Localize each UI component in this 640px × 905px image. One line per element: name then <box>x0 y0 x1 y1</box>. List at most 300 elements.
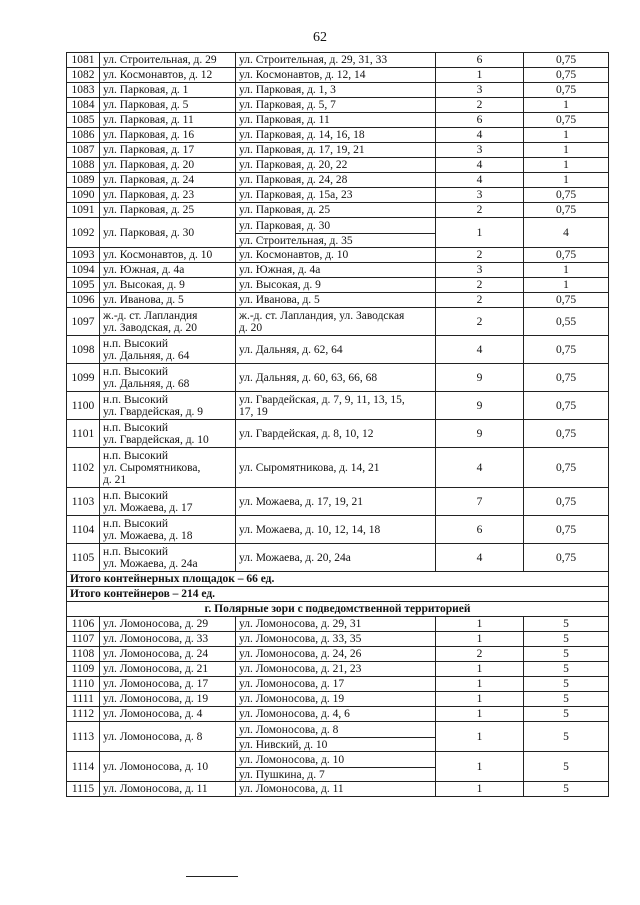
summary-sites: Итого контейнерных площадок – 66 ед. <box>67 572 609 587</box>
cell-line: ул. Можаева, д. 20, 24а <box>239 551 351 564</box>
row-number: 1106 <box>67 617 100 632</box>
container-volume: 0,75 <box>524 544 609 572</box>
served-buildings <box>236 632 436 647</box>
table-row <box>67 68 609 83</box>
table-row <box>67 632 609 647</box>
served-buildings <box>236 188 436 203</box>
site-address <box>100 707 236 722</box>
site-address <box>100 488 236 516</box>
container-count: 4 <box>436 158 524 173</box>
container-volume: 0,75 <box>524 83 609 98</box>
cell-line: ул. Строительная, д. 35 <box>236 233 435 247</box>
site-address <box>100 143 236 158</box>
row-number: 1087 <box>67 143 100 158</box>
row-number: 1093 <box>67 248 100 263</box>
site-address <box>100 173 236 188</box>
container-count: 3 <box>436 143 524 158</box>
container-volume: 4 <box>524 218 609 248</box>
cell-line: ул. Ломоносова, д. 24, 26 <box>239 648 362 660</box>
table-row <box>67 128 609 143</box>
container-count: 3 <box>436 188 524 203</box>
cell-line: ж.-д. ст. Лапландия <box>103 309 198 322</box>
summary-sites-row <box>67 572 609 587</box>
site-address <box>100 128 236 143</box>
served-buildings <box>236 113 436 128</box>
container-volume: 0,75 <box>524 336 609 364</box>
cell-line: ул. Можаева, д. 17, 19, 21 <box>239 495 364 508</box>
container-count: 4 <box>436 128 524 143</box>
cell-line: ул. Космонавтов, д. 10 <box>103 249 213 261</box>
site-address <box>100 113 236 128</box>
table-row <box>67 662 609 677</box>
container-count: 4 <box>436 173 524 188</box>
container-count: 1 <box>436 632 524 647</box>
site-address <box>100 278 236 293</box>
row-number: 1115 <box>67 782 100 797</box>
cell-line: ул. Парковая, д. 17, 19, 21 <box>239 144 365 156</box>
site-address <box>100 83 236 98</box>
cell-line: ул. Парковая, д. 15а, 23 <box>239 189 353 201</box>
container-volume: 5 <box>524 692 609 707</box>
served-buildings <box>236 692 436 707</box>
cell-line: ул. Сыромятникова, <box>103 461 201 474</box>
container-count: 6 <box>436 516 524 544</box>
cell-line: ул. Ломоносова, д. 21, 23 <box>239 663 362 675</box>
container-volume: 5 <box>524 752 609 782</box>
site-address <box>100 544 236 572</box>
container-volume: 1 <box>524 158 609 173</box>
container-count: 6 <box>436 113 524 128</box>
cell-line: ул. Ломоносова, д. 10 <box>239 753 345 766</box>
cell-line: ул. Южная, д. 4а <box>239 264 321 276</box>
table-row <box>67 263 609 278</box>
row-number: 1085 <box>67 113 100 128</box>
cell-line: д. 21 <box>103 473 127 486</box>
site-address <box>100 308 236 336</box>
cell-line: ул. Ломоносова, д. 33 <box>103 633 209 645</box>
cell-line: ул. Ломоносова, д. 4, 6 <box>239 708 350 720</box>
cell-line: ул. Ломоносова, д. 29 <box>103 618 209 630</box>
container-count: 3 <box>436 83 524 98</box>
container-count: 9 <box>436 420 524 448</box>
cell-line: н.п. Высокий <box>103 421 169 434</box>
row-number: 1084 <box>67 98 100 113</box>
served-buildings <box>236 488 436 516</box>
cell-line: ул. Дальняя, д. 64 <box>103 349 190 362</box>
served-buildings <box>236 293 436 308</box>
row-number: 1083 <box>67 83 100 98</box>
table-row <box>67 448 609 488</box>
container-volume: 0,75 <box>524 488 609 516</box>
cell-line: н.п. Высокий <box>103 545 169 558</box>
cell-line: ул. Высокая, д. 9 <box>103 279 185 291</box>
cell-line: ул. Иванова, д. 5 <box>239 294 320 306</box>
site-address <box>100 647 236 662</box>
row-number: 1089 <box>67 173 100 188</box>
container-volume: 5 <box>524 632 609 647</box>
cell-line: ул. Космонавтов, д. 12 <box>103 69 213 81</box>
cell-line: ул. Ломоносова, д. 19 <box>103 693 209 705</box>
cell-line: ул. Парковая, д. 30 <box>239 219 331 232</box>
container-volume: 1 <box>524 278 609 293</box>
table-row <box>67 516 609 544</box>
table-row <box>67 392 609 420</box>
container-count: 1 <box>436 722 524 752</box>
served-buildings <box>236 143 436 158</box>
container-count: 2 <box>436 98 524 113</box>
row-number: 1111 <box>67 692 100 707</box>
container-volume: 0,55 <box>524 308 609 336</box>
table-row <box>67 218 609 248</box>
site-address <box>100 188 236 203</box>
site-address <box>100 692 236 707</box>
cell-line: ул. Ломоносова, д. 17 <box>103 678 209 690</box>
served-buildings <box>236 278 436 293</box>
row-number: 1109 <box>67 662 100 677</box>
row-number: 1100 <box>67 392 100 420</box>
site-address <box>100 263 236 278</box>
table-row <box>67 544 609 572</box>
row-number: 1094 <box>67 263 100 278</box>
container-volume: 0,75 <box>524 68 609 83</box>
cell-line: ул. Дальняя, д. 62, 64 <box>239 343 343 356</box>
container-count: 2 <box>436 647 524 662</box>
served-buildings <box>236 448 436 488</box>
container-count: 1 <box>436 677 524 692</box>
served-buildings <box>236 53 436 68</box>
container-count: 1 <box>436 707 524 722</box>
table-row <box>67 293 609 308</box>
row-number: 1112 <box>67 707 100 722</box>
row-number: 1103 <box>67 488 100 516</box>
cell-line: д. 20 <box>239 321 263 334</box>
served-buildings <box>236 248 436 263</box>
container-count: 1 <box>436 617 524 632</box>
cell-line: ул. Парковая, д. 24, 28 <box>239 174 348 186</box>
container-count: 2 <box>436 248 524 263</box>
container-volume: 5 <box>524 662 609 677</box>
cell-line: ул. Парковая, д. 5 <box>103 99 189 111</box>
cell-line: ул. Парковая, д. 5, 7 <box>239 99 336 111</box>
cell-line: ул. Можаева, д. 17 <box>103 501 193 514</box>
table-row <box>67 782 609 797</box>
container-sites-table <box>66 52 609 797</box>
container-volume: 0,75 <box>524 248 609 263</box>
served-buildings <box>236 158 436 173</box>
cell-line: ул. Гвардейская, д. 10 <box>103 433 209 446</box>
table-row <box>67 278 609 293</box>
cell-line: ул. Парковая, д. 30 <box>103 226 195 239</box>
table-row <box>67 83 609 98</box>
container-count: 1 <box>436 692 524 707</box>
cell-line: ул. Парковая, д. 11 <box>103 114 194 126</box>
served-buildings <box>236 263 436 278</box>
cell-line: ул. Парковая, д. 25 <box>103 204 195 216</box>
cell-line: ул. Строительная, д. 29, 31, 33 <box>239 54 388 66</box>
row-number: 1102 <box>67 448 100 488</box>
served-buildings <box>236 752 436 782</box>
site-address <box>100 53 236 68</box>
container-volume: 5 <box>524 617 609 632</box>
row-number: 1090 <box>67 188 100 203</box>
table-row <box>67 752 609 782</box>
cell-line: ул. Ломоносова, д. 17 <box>239 678 345 690</box>
served-buildings <box>236 722 436 752</box>
row-number: 1092 <box>67 218 100 248</box>
row-number: 1088 <box>67 158 100 173</box>
row-number: 1110 <box>67 677 100 692</box>
cell-line: ул. Можаева, д. 10, 12, 14, 18 <box>239 523 381 536</box>
cell-line: н.п. Высокий <box>103 517 169 530</box>
cell-line: ж.-д. ст. Лапландия, ул. Заводская <box>239 309 405 322</box>
cell-line: ул. Ломоносова, д. 11 <box>239 783 344 795</box>
site-address <box>100 364 236 392</box>
cell-line: ул. Ломоносова, д. 21 <box>103 663 209 675</box>
cell-line: 17, 19 <box>239 405 268 418</box>
container-volume: 5 <box>524 707 609 722</box>
served-buildings <box>236 662 436 677</box>
site-address <box>100 98 236 113</box>
container-volume: 5 <box>524 782 609 797</box>
container-count: 1 <box>436 68 524 83</box>
row-number: 1114 <box>67 752 100 782</box>
cell-line: ул. Ломоносова, д. 4 <box>103 708 203 720</box>
container-volume: 0,75 <box>524 203 609 218</box>
container-volume: 0,75 <box>524 392 609 420</box>
served-buildings <box>236 68 436 83</box>
cell-line: ул. Южная, д. 4а <box>103 264 185 276</box>
container-count: 2 <box>436 278 524 293</box>
table-row <box>67 158 609 173</box>
cell-line: ул. Парковая, д. 24 <box>103 174 195 186</box>
container-count: 2 <box>436 308 524 336</box>
cell-line: ул. Высокая, д. 9 <box>239 279 321 291</box>
row-number: 1081 <box>67 53 100 68</box>
container-volume: 1 <box>524 143 609 158</box>
container-volume: 0,75 <box>524 364 609 392</box>
row-number: 1099 <box>67 364 100 392</box>
row-number: 1107 <box>67 632 100 647</box>
site-address <box>100 218 236 248</box>
container-volume: 5 <box>524 647 609 662</box>
cell-line: ул. Сыромятникова, д. 14, 21 <box>239 461 380 474</box>
row-number: 1091 <box>67 203 100 218</box>
container-count: 3 <box>436 263 524 278</box>
cell-line: ул. Ломоносова, д. 33, 35 <box>239 633 362 645</box>
cell-line: н.п. Высокий <box>103 449 169 462</box>
table-row <box>67 692 609 707</box>
table-body <box>67 53 609 797</box>
cell-line: ул. Парковая, д. 20, 22 <box>239 159 348 171</box>
cell-line: ул. Гвардейская, д. 9 <box>103 405 204 418</box>
cell-line: н.п. Высокий <box>103 365 169 378</box>
cell-line: ул. Можаева, д. 24а <box>103 557 198 570</box>
table-row <box>67 420 609 448</box>
container-count: 4 <box>436 448 524 488</box>
table-row <box>67 677 609 692</box>
served-buildings <box>236 218 436 248</box>
cell-line: ул. Можаева, д. 18 <box>103 529 193 542</box>
site-address <box>100 632 236 647</box>
cell-line: ул. Ломоносова, д. 8 <box>103 730 203 743</box>
table-row <box>67 364 609 392</box>
cell-line: ул. Космонавтов, д. 12, 14 <box>239 69 366 81</box>
table-row <box>67 53 609 68</box>
row-number: 1104 <box>67 516 100 544</box>
container-count: 4 <box>436 544 524 572</box>
page-number: 62 <box>313 30 327 45</box>
served-buildings <box>236 420 436 448</box>
cell-line: н.п. Высокий <box>103 489 169 502</box>
container-volume: 0,75 <box>524 448 609 488</box>
table-row <box>67 203 609 218</box>
container-count: 2 <box>436 203 524 218</box>
container-volume: 0,75 <box>524 293 609 308</box>
cell-line: ул. Парковая, д. 23 <box>103 189 195 201</box>
cell-line: ул. Заводская, д. 20 <box>103 321 197 334</box>
cell-line: ул. Ломоносова, д. 19 <box>239 693 345 705</box>
served-buildings <box>236 617 436 632</box>
served-buildings <box>236 98 436 113</box>
served-buildings <box>236 364 436 392</box>
cell-line: ул. Парковая, д. 1, 3 <box>239 84 336 96</box>
site-address <box>100 68 236 83</box>
row-number: 1086 <box>67 128 100 143</box>
container-volume: 0,75 <box>524 113 609 128</box>
table-row <box>67 113 609 128</box>
served-buildings <box>236 516 436 544</box>
site-address <box>100 677 236 692</box>
served-buildings <box>236 128 436 143</box>
table-row <box>67 488 609 516</box>
container-count: 1 <box>436 218 524 248</box>
cell-line: н.п. Высокий <box>103 393 169 406</box>
site-address <box>100 516 236 544</box>
site-address <box>100 448 236 488</box>
container-volume: 5 <box>524 722 609 752</box>
cell-line: ул. Дальняя, д. 68 <box>103 377 190 390</box>
container-volume: 1 <box>524 173 609 188</box>
cell-line: ул. Парковая, д. 20 <box>103 159 195 171</box>
cell-line: ул. Парковая, д. 16 <box>103 129 195 141</box>
cell-line: ул. Ломоносова, д. 29, 31 <box>239 618 362 630</box>
section-title-row <box>67 602 609 617</box>
table-row <box>67 707 609 722</box>
table-row <box>67 98 609 113</box>
table-row <box>67 248 609 263</box>
row-number: 1097 <box>67 308 100 336</box>
row-number: 1082 <box>67 68 100 83</box>
container-count: 1 <box>436 752 524 782</box>
cell-line: ул. Космонавтов, д. 10 <box>239 249 349 261</box>
container-volume: 5 <box>524 677 609 692</box>
row-number: 1105 <box>67 544 100 572</box>
cell-line: ул. Гвардейская, д. 7, 9, 11, 13, 15, <box>239 393 405 406</box>
site-address <box>100 782 236 797</box>
served-buildings <box>236 173 436 188</box>
site-address <box>100 617 236 632</box>
footer-divider <box>186 876 238 877</box>
section-title: г. Полярные зори с подведомственной территорией <box>67 602 609 617</box>
cell-line: ул. Ломоносова, д. 8 <box>239 723 339 736</box>
container-volume: 0,75 <box>524 516 609 544</box>
container-count: 1 <box>436 782 524 797</box>
cell-line: ул. Гвардейская, д. 8, 10, 12 <box>239 427 374 440</box>
row-number: 1096 <box>67 293 100 308</box>
container-volume: 0,75 <box>524 420 609 448</box>
table-row <box>67 308 609 336</box>
site-address <box>100 158 236 173</box>
container-count: 9 <box>436 364 524 392</box>
container-volume: 0,75 <box>524 188 609 203</box>
served-buildings <box>236 707 436 722</box>
row-number: 1108 <box>67 647 100 662</box>
cell-line: ул. Парковая, д. 1 <box>103 84 189 96</box>
row-number: 1098 <box>67 336 100 364</box>
served-buildings <box>236 677 436 692</box>
cell-line: н.п. Высокий <box>103 337 169 350</box>
table-row <box>67 617 609 632</box>
cell-line: ул. Дальняя, д. 60, 63, 66, 68 <box>239 371 378 384</box>
served-buildings <box>236 782 436 797</box>
container-count: 7 <box>436 488 524 516</box>
container-count: 6 <box>436 53 524 68</box>
table-row <box>67 336 609 364</box>
cell-line: ул. Нивский, д. 10 <box>236 737 435 751</box>
served-buildings <box>236 83 436 98</box>
container-count: 2 <box>436 293 524 308</box>
served-buildings <box>236 647 436 662</box>
cell-line: ул. Строительная, д. 29 <box>103 54 217 66</box>
cell-line: ул. Иванова, д. 5 <box>103 294 184 306</box>
site-address <box>100 662 236 677</box>
served-buildings <box>236 336 436 364</box>
row-number: 1101 <box>67 420 100 448</box>
served-buildings <box>236 203 436 218</box>
site-address <box>100 392 236 420</box>
container-count: 1 <box>436 662 524 677</box>
cell-line: ул. Ломоносова, д. 10 <box>103 760 209 773</box>
row-number: 1095 <box>67 278 100 293</box>
site-address <box>100 722 236 752</box>
table-row <box>67 173 609 188</box>
summary-containers: Итого контейнеров – 214 ед. <box>67 587 609 602</box>
cell-line: ул. Ломоносова, д. 11 <box>103 783 208 795</box>
cell-line: ул. Парковая, д. 14, 16, 18 <box>239 129 365 141</box>
row-number: 1113 <box>67 722 100 752</box>
container-volume: 0,75 <box>524 53 609 68</box>
site-address <box>100 336 236 364</box>
site-address <box>100 203 236 218</box>
served-buildings <box>236 392 436 420</box>
site-address <box>100 293 236 308</box>
cell-line: ул. Ломоносова, д. 24 <box>103 648 209 660</box>
cell-line: ул. Парковая, д. 11 <box>239 114 330 126</box>
site-address <box>100 248 236 263</box>
site-address <box>100 420 236 448</box>
cell-line: ул. Парковая, д. 25 <box>239 204 331 216</box>
container-volume: 1 <box>524 128 609 143</box>
container-volume: 1 <box>524 98 609 113</box>
summary-containers-row <box>67 587 609 602</box>
cell-line: ул. Парковая, д. 17 <box>103 144 195 156</box>
container-volume: 1 <box>524 263 609 278</box>
cell-line: ул. Пушкина, д. 7 <box>236 767 435 781</box>
container-count: 9 <box>436 392 524 420</box>
table-row <box>67 188 609 203</box>
container-count: 4 <box>436 336 524 364</box>
table-row <box>67 722 609 752</box>
